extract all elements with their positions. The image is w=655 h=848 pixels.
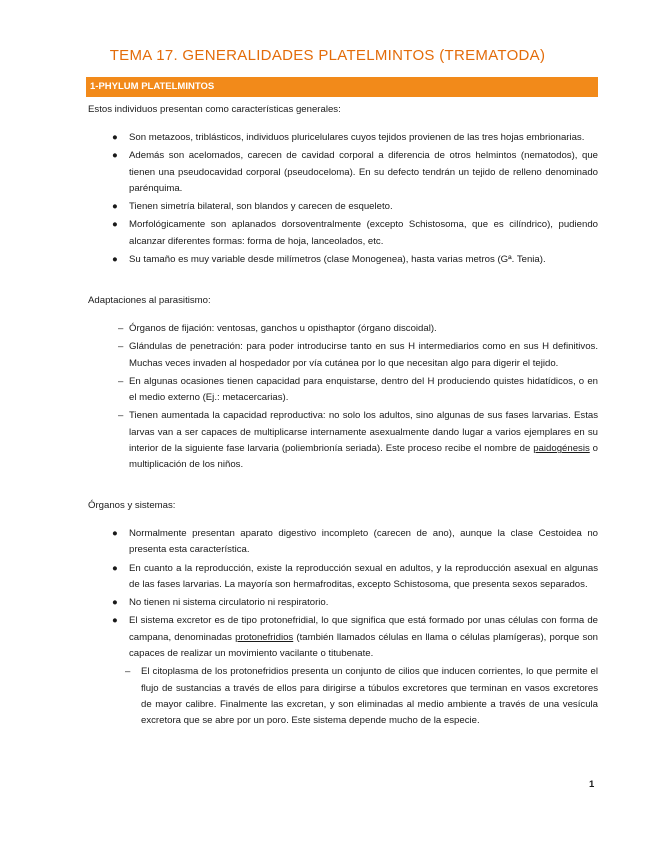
list-item: ● Además son acelomados, carecen de cavidad corporal a diferencia de otros helmintos (nematodos), que tienen una pseudocavidad corporal (pseudoceloma). En su defecto tendrán un tejido de relleno denominado parénquima. (112, 150, 598, 194)
section-heading: 1-PHYLUM PLATELMINTOS (86, 77, 598, 97)
list-item: – Órganos de fijación: ventosas, ganchos u opisthaptor (órgano discoidal). (88, 321, 598, 337)
bullet-icon: ● (112, 150, 118, 162)
list-item: ● No tienen ni sistema circulatorio ni respiratorio. (88, 595, 598, 611)
dash-icon: – (118, 375, 124, 387)
protonefridios-term: protonefridios (235, 631, 294, 643)
bullet-icon: ● (112, 219, 118, 231)
bullet-icon: ● (112, 528, 118, 539)
list-item: – El citoplasma de los protonefridios presenta un conjunto de cilios que inducen corrientes, lo que permite el flujo de sustancias a través de ellos para dirigirse a túbulos excretores que terminan en vasos excretores de mayor calibre. Finalmente las excretan, y son eliminadas al medio ambiente a través de una vesícula excretora que se abre por un poro. Este sistema depende mucho de la especie. (125, 666, 598, 727)
list-item: – En algunas ocasiones tienen capacidad para enquistarse, dentro del H produciendo quistes hidatídicos, o en el medio externo (Ej.: metacercarias). (118, 375, 598, 404)
list-item: – Glándulas de penetración: para poder introducirse tanto en sus H intermediarios como en sus H definitivos. Muchas veces invaden al hospedador por vía cutánea por lo que necesitan algo para digerir el tejido. (118, 341, 598, 369)
organs-list (88, 526, 598, 732)
list-item: ● Tienen simetría bilateral, son blandos y carecen de esqueleto. (88, 199, 598, 215)
list-item: ● Son metazoos, triblásticos, individuos pluricelulares cuyos tejidos provienen de las tres hojas embrionarias. (88, 130, 598, 146)
paidogenesis-term: paidogénesis (533, 443, 590, 455)
adaptations-list (88, 321, 598, 476)
organs-heading: Órganos y sistemas: (88, 500, 176, 511)
page-title: TEMA 17. GENERALIDADES PLATELMINTOS (TREMATODA) (109, 47, 546, 64)
list-item: ● En cuanto a la reproducción, existe la reproducción sexual en adultos, y la reproducción asexual en algunas de las fases larvarias. La mayoría son hermafroditas, excepto Schistosoma, que presenta sexos separados. (112, 562, 598, 590)
general-bullets (88, 130, 598, 270)
bullet-icon: ● (112, 132, 118, 143)
list-item: ● El sistema excretor es de tipo protonefridial, lo que significa que está formado por unas células con forma de campana, denominadas protonefridios (también llamados células en llama o células plamígeras), porque son capaces de realizar un movimiento vacilante o titubenate. (112, 615, 598, 660)
adaptations-heading: Adaptaciones al parasitismo: (88, 295, 211, 306)
bullet-icon: ● (112, 597, 118, 609)
dash-icon: – (118, 410, 124, 422)
list-item: ● Su tamaño es muy variable desde milímetros (clase Monogenea), hasta varias metros (Gª. Tenia). (88, 252, 598, 268)
list-item: ● Normalmente presentan aparato digestivo incompleto (carecen de ano), aunque la clase Cestoidea no presenta esta característica. (112, 528, 598, 556)
dash-icon: – (118, 341, 124, 353)
bullet-icon: ● (112, 201, 118, 213)
dash-icon: – (125, 666, 131, 678)
list-item: ● Morfológicamente son aplanados dorsoventralmente (excepto Schistosoma, que es cilíndrico), pudiendo alcanzar diferentes formas: forma de hoja, lanceolados, etc. (112, 219, 598, 247)
page-number: 1 (589, 779, 595, 790)
bullet-icon: ● (112, 615, 118, 627)
list-item: – Tienen aumentada la capacidad reproductiva: no solo los adultos, sino algunas de sus fases larvarias. Estas larvas van a ser capaces de multiplicarse internamente asexualmente dando lugar a varios ejemplares en su interior de la siguiente fase larvaria (poliembrionía seriada). Este proceso recibe el nombre de paidogénesis o multiplicación de los niños. (118, 410, 598, 471)
bullet-icon: ● (112, 254, 118, 266)
bullet-icon: ● (112, 562, 118, 574)
dash-icon: – (118, 323, 124, 334)
intro-text: Estos individuos presentan como características generales: (88, 104, 341, 115)
